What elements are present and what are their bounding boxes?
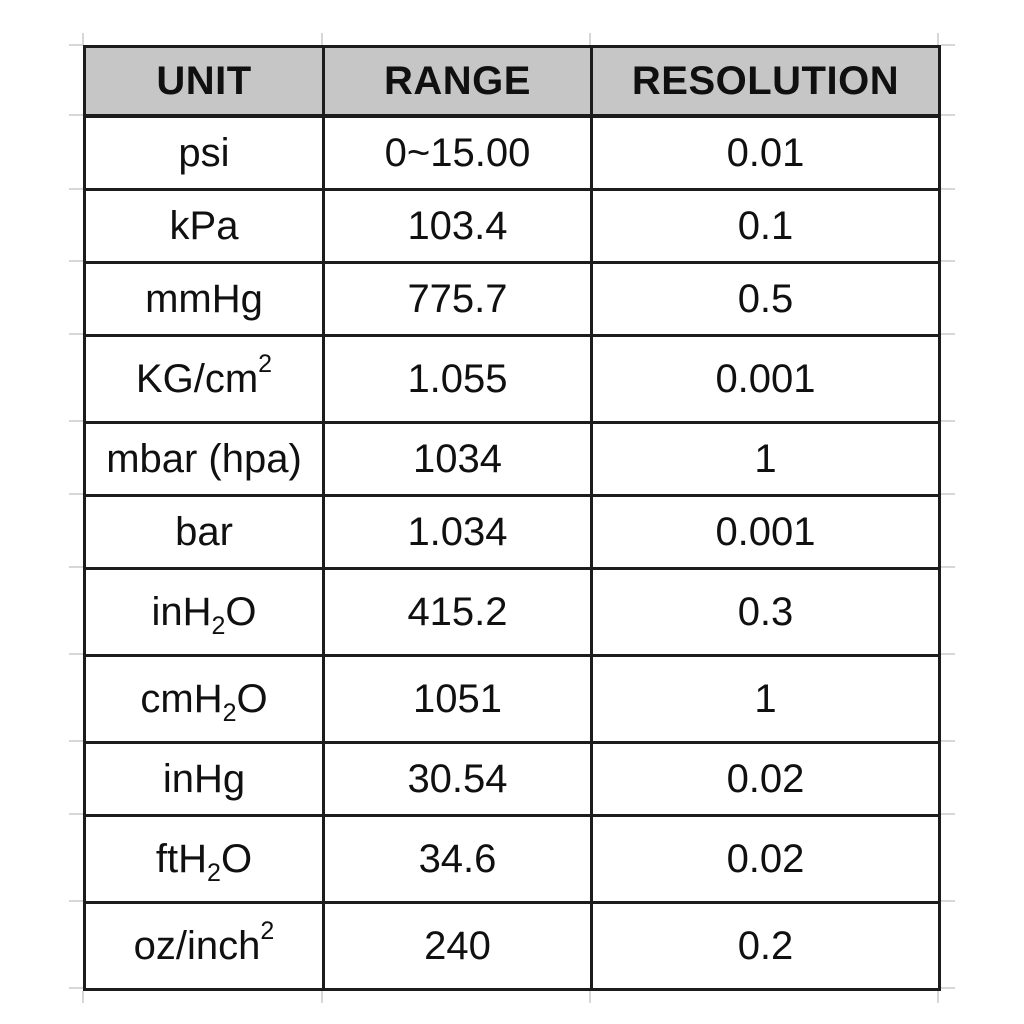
gridline-tick xyxy=(69,493,83,495)
gridline-tick xyxy=(941,44,955,46)
range-cell: 1034 xyxy=(324,423,592,496)
range-cell: 30.54 xyxy=(324,743,592,816)
gridline-tick xyxy=(69,740,83,742)
gridline-tick xyxy=(82,991,84,1003)
resolution-cell: 0.5 xyxy=(592,263,940,336)
unit-cell: oz/inch$^2$ xyxy=(85,903,324,990)
gridline-tick xyxy=(321,33,323,45)
resolution-cell: 0.02 xyxy=(592,816,940,903)
range-cell: 240 xyxy=(324,903,592,990)
range-cell: 103.4 xyxy=(324,190,592,263)
table-row xyxy=(85,116,940,190)
resolution-cell: 0.02 xyxy=(592,743,940,816)
gridline-tick xyxy=(941,813,955,815)
unit-cell: mmHg xyxy=(85,263,324,336)
range-cell: 1.055 xyxy=(324,336,592,423)
range-cell: 0~15.00 xyxy=(324,116,592,190)
gridline-tick xyxy=(937,991,939,1003)
gridline-tick xyxy=(941,493,955,495)
unit-cell: $KG/cm^2$ xyxy=(85,336,324,423)
unit-cell: bar xyxy=(85,496,324,569)
range-cell: 1.034 xyxy=(324,496,592,569)
table-row xyxy=(85,263,940,336)
resolution-cell: 0.001 xyxy=(592,496,940,569)
table-row xyxy=(85,743,940,816)
range-cell: 1051 xyxy=(324,656,592,743)
gridline-tick xyxy=(941,653,955,655)
col-header-resolution: RESOLUTION xyxy=(592,47,940,117)
table-row xyxy=(85,656,940,743)
range-cell: 775.7 xyxy=(324,263,592,336)
unit-cell: inHg xyxy=(85,743,324,816)
table-row xyxy=(85,190,940,263)
gridline-tick xyxy=(941,188,955,190)
resolution-cell: 0.2 xyxy=(592,903,940,990)
gridline-tick xyxy=(69,333,83,335)
resolution-cell: 1 xyxy=(592,656,940,743)
gridline-tick xyxy=(69,114,83,116)
pressure-units-table xyxy=(83,45,941,991)
gridline-tick xyxy=(69,987,83,989)
gridline-tick xyxy=(69,566,83,568)
table-row xyxy=(85,903,940,990)
unit-cell: cmH$_2$O xyxy=(85,656,324,743)
gridline-tick xyxy=(941,740,955,742)
col-header-unit: UNIT xyxy=(85,47,324,117)
table-row xyxy=(85,496,940,569)
gridline-tick xyxy=(937,33,939,45)
unit-cell: inH$_2$O xyxy=(85,569,324,656)
gridline-tick xyxy=(69,188,83,190)
gridline-tick xyxy=(941,987,955,989)
gridline-tick xyxy=(69,653,83,655)
resolution-cell: 0.1 xyxy=(592,190,940,263)
gridline-tick xyxy=(589,33,591,45)
unit-cell: mbar (hpa) xyxy=(85,423,324,496)
gridline-tick xyxy=(941,333,955,335)
unit-cell: kPa xyxy=(85,190,324,263)
gridline-tick xyxy=(941,900,955,902)
header-row xyxy=(85,47,940,117)
gridline-tick xyxy=(69,813,83,815)
table-row xyxy=(85,336,940,423)
gridline-tick xyxy=(69,44,83,46)
range-cell: 34.6 xyxy=(324,816,592,903)
gridline-tick xyxy=(321,991,323,1003)
range-cell: 415.2 xyxy=(324,569,592,656)
resolution-cell: 0.3 xyxy=(592,569,940,656)
gridline-tick xyxy=(941,260,955,262)
unit-cell: psi xyxy=(85,116,324,190)
resolution-cell: 0.01 xyxy=(592,116,940,190)
gridline-tick xyxy=(69,900,83,902)
gridline-tick xyxy=(69,260,83,262)
resolution-cell: 1 xyxy=(592,423,940,496)
table-row xyxy=(85,423,940,496)
table-row xyxy=(85,816,940,903)
table-body xyxy=(85,116,940,990)
gridline-tick xyxy=(69,420,83,422)
unit-cell: ftH$_2$O xyxy=(85,816,324,903)
gridline-tick xyxy=(941,114,955,116)
gridline-tick xyxy=(941,420,955,422)
table-row xyxy=(85,569,940,656)
gridline-tick xyxy=(589,991,591,1003)
resolution-cell: 0.001 xyxy=(592,336,940,423)
table-header xyxy=(85,47,940,117)
col-header-range: RANGE xyxy=(324,47,592,117)
gridline-tick xyxy=(941,566,955,568)
